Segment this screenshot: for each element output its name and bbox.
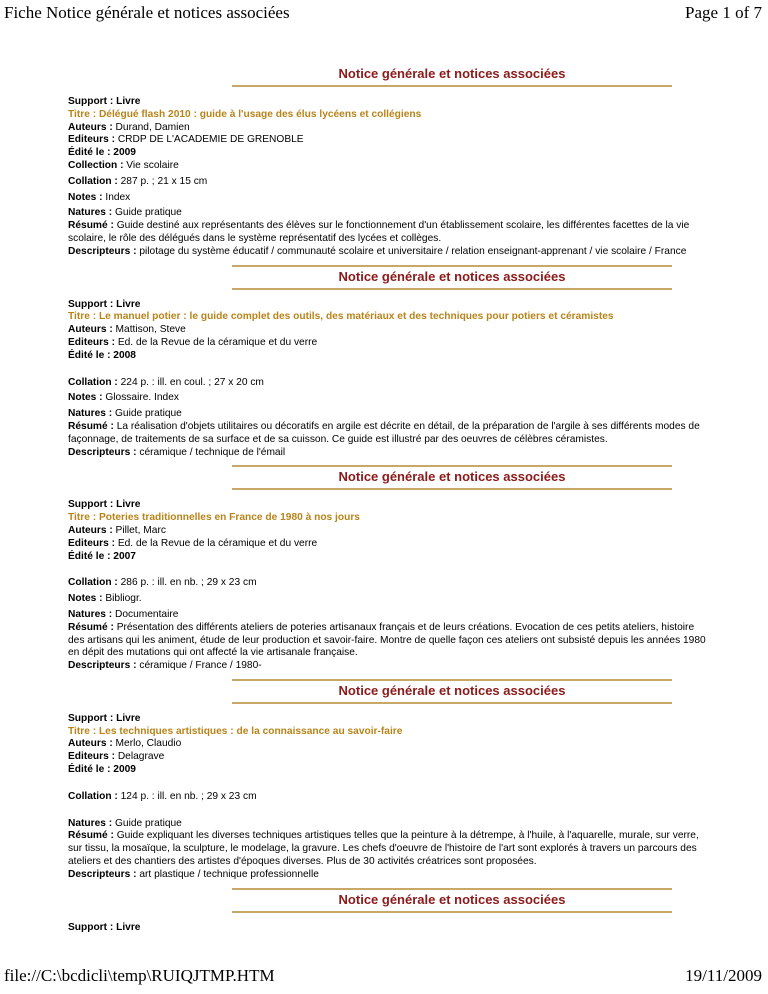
edite-line: Édité le : 2007 (68, 550, 136, 562)
print-footer (0, 966, 768, 990)
descripteurs-line: Descripteurs : céramique / technique de l'émail (68, 446, 286, 458)
natures-value: Guide pratique (115, 817, 182, 829)
edite-value: 2009 (113, 764, 136, 776)
edite-line: Édité le : 2009 (68, 147, 136, 159)
print-page-title: Fiche Notice générale et notices associées (4, 3, 290, 22)
notes-line: Notes : Bibliogr. (68, 593, 142, 605)
heading-rule (232, 679, 672, 681)
natures-value: Documentaire (115, 608, 179, 620)
support-value: Livre (116, 712, 141, 724)
notice-5 (68, 888, 708, 935)
resume-value: La réalisation d'objets utilitaires ou décoratifs en argile est décrite en détail, de la préparation de l'argile à ses différents modes de façonnage, de traitements de sa surface et de sa cuisson. Ce guide est illustré par des oeuvres de célèbres céramistes. (68, 420, 700, 445)
auteurs-line: Auteurs : Merlo, Claudio (68, 738, 182, 750)
support-line: Support : Livre (68, 499, 141, 511)
auteurs-line: Auteurs : Mattison, Steve (68, 324, 186, 336)
auteurs-value: Durand, Damien (115, 121, 190, 133)
descripteurs-value: céramique / technique de l'émail (139, 446, 286, 458)
notice-2 (68, 265, 708, 460)
notice-heading: Notice générale et notices associées (338, 469, 566, 485)
edite-value: 2009 (113, 147, 136, 159)
editeurs-line: Editeurs : Ed. de la Revue de la céramique et du verre (68, 336, 318, 348)
natures-line: Natures : Guide pratique (68, 207, 182, 219)
editeurs-value: Ed. de la Revue de la céramique et du verre (117, 537, 318, 549)
editeurs-value: Ed. de la Revue de la céramique et du verre (117, 336, 318, 348)
heading-rule (232, 288, 672, 290)
support-value: Livre (116, 96, 141, 107)
descripteurs-line: Descripteurs : céramique / France / 1980- (68, 660, 262, 672)
descripteurs-value: pilotage du système éducatif / communauté scolaire et universitaire / relation enseignant-apprenant / vie scolaire / France (139, 245, 687, 257)
editeurs-line: Editeurs : CRDP DE L'ACADEMIE DE GRENOBLE (68, 134, 304, 146)
resume-line: Résumé : La réalisation d'objets utilitaires ou décoratifs en argile est décrite en détail, de la préparation de l'argile à ses différents modes de façonnage, de traitements de sa surface et de sa cuisson. Ce guide est illustré par des oeuvres de célèbres céramistes. (68, 420, 700, 445)
notice-fields (68, 499, 708, 673)
titre-value: Les techniques artistiques : de la connaissance au savoir-faire (98, 725, 403, 737)
natures-value: Guide pratique (115, 408, 182, 420)
notes-line: Notes : Glossaire. Index (68, 392, 179, 404)
collation-line: Collation : 124 p. : ill. en nb. ; 29 x 23 cm (68, 790, 257, 802)
print-page-count: Page 1 of 7 (685, 3, 762, 22)
collation-value: 287 p. ; 21 x 15 cm (120, 175, 208, 187)
editeurs-line: Editeurs : Ed. de la Revue de la céramique et du verre (68, 537, 318, 549)
auteurs-value: Mattison, Steve (115, 324, 186, 336)
notice-fields (68, 96, 708, 259)
auteurs-value: Pillet, Marc (115, 524, 166, 536)
editeurs-value: CRDP DE L'ACADEMIE DE GRENOBLE (117, 134, 304, 146)
support-value: Livre (116, 499, 141, 511)
support-value: Livre (116, 921, 141, 933)
notice-heading: Notice générale et notices associées (338, 268, 566, 284)
resume-value: Guide destiné aux représentants des élèves sur le fonctionnement d'un établissement scolaire, les différentes facettes de la vie scolaire, le rôle des délégués dans le système représentatif des lycées et collèges. (68, 220, 690, 244)
titre-line: Titre : Le manuel potier : le guide complet des outils, des matériaux et des techniques pour potiers et céramistes (68, 311, 614, 323)
descripteurs-line: Descripteurs : art plastique / technique professionnelle (68, 868, 319, 880)
notice-3 (68, 465, 708, 673)
collection-line: Collection : Vie scolaire (68, 159, 179, 171)
editeurs-line: Editeurs : Delagrave (68, 751, 165, 763)
support-line: Support : Livre (68, 712, 141, 724)
descripteurs-line: Descripteurs : pilotage du système éducatif / communauté scolaire et universitaire / relation enseignant-apprenant / vie scolaire / France (68, 245, 687, 257)
support-line: Support : Livre (68, 921, 141, 933)
collation-value: 124 p. : ill. en nb. ; 29 x 23 cm (120, 790, 257, 802)
titre-line: Titre : Les techniques artistiques : de la connaissance au savoir-faire (68, 725, 403, 737)
notices-list (68, 64, 708, 934)
resume-line: Résumé : Présentation des différents ateliers de poteries artisanaux français et de leurs créations. Evocation de ces petits ateliers, histoire des artisans qui les animent, étude de leur production et savoir-faire. Montre de quelle façon ces ateliers ont subsisté depuis les années 1980 en dépit des mutations qui ont affecté la vie artisanale française. (68, 621, 706, 659)
titre-value: Délégué flash 2010 : guide à l'usage des élus lycéens et collégiens (98, 108, 422, 120)
notice-4 (68, 679, 708, 882)
notice-heading: Notice générale et notices associées (338, 891, 566, 907)
natures-line: Natures : Guide pratique (68, 408, 182, 420)
titre-line: Titre : Poteries traditionnelles en France de 1980 à nos jours (68, 512, 360, 524)
notes-value: Glossaire. Index (105, 392, 179, 404)
edite-line: Édité le : 2008 (68, 349, 136, 361)
support-line: Support : Livre (68, 96, 141, 107)
descripteurs-value: céramique / France / 1980- (139, 660, 262, 672)
edite-value: 2007 (113, 550, 136, 562)
natures-value: Guide pratique (115, 207, 182, 219)
titre-value: Le manuel potier : le guide complet des outils, des matériaux et des techniques pour potiers et céramistes (98, 311, 614, 323)
titre-value: Poteries traditionnelles en France de 1980 à nos jours (98, 512, 360, 524)
titre-line: Titre : Délégué flash 2010 : guide à l'usage des élus lycéens et collégiens (68, 108, 422, 120)
notice-1 (68, 66, 708, 259)
heading-rule (232, 911, 672, 913)
auteurs-line: Auteurs : Durand, Damien (68, 121, 190, 133)
heading-rule (232, 702, 672, 704)
notice-fields (68, 299, 708, 460)
descripteurs-value: art plastique / technique professionnelle (139, 868, 319, 880)
collation-value: 286 p. : ill. en nb. ; 29 x 23 cm (120, 577, 257, 589)
resume-line: Résumé : Guide expliquant les diverses techniques artistiques telles que la peinture à la détrempe, à l'huile, à l'aquarelle, murale, sur verre, sur tissu, la mosaïque, la sculpture, le modelage, la gravure. Les chefs d'oeuvre de l'histoire de l'art sont explorés à travers un parcours des ateliers et des chantiers des artistes d'époques diverses. Plus de 30 activités créatrices sont proposées. (68, 830, 699, 868)
edite-value: 2008 (113, 349, 136, 361)
collation-line: Collation : 286 p. : ill. en nb. ; 29 x 23 cm (68, 577, 257, 589)
notes-line: Notes : Index (68, 191, 131, 203)
editeurs-value: Delagrave (117, 751, 165, 763)
notes-value: Index (105, 191, 131, 203)
edite-line: Édité le : 2009 (68, 764, 136, 776)
heading-rule (232, 465, 672, 467)
resume-line: Résumé : Guide destiné aux représentants des élèves sur le fonctionnement d'un établissement scolaire, les différentes facettes de la vie scolaire, le rôle des délégués dans le système représentatif des lycées et collèges. (68, 220, 690, 244)
auteurs-line: Auteurs : Pillet, Marc (68, 524, 166, 536)
heading-rule (232, 265, 672, 267)
print-file-path: file://C:\bcdicli\temp\RUIQJTMP.HTM (4, 966, 275, 985)
notice-fields (68, 713, 708, 882)
heading-rule (232, 488, 672, 490)
support-line: Support : Livre (68, 298, 141, 310)
natures-line: Natures : Guide pratique (68, 817, 182, 829)
notice-fields (68, 922, 708, 935)
resume-value: Présentation des différents ateliers de poteries artisanaux français et de leurs créations. Evocation de ces petits ateliers, histoire des artisans qui les animent, étude de leur production et savoir-faire. Montre de quelle façon ces ateliers ont subsisté depuis les années 1980 en dépit des mutations qui ont affecté la vie artisanale française. (68, 621, 706, 659)
natures-line: Natures : Documentaire (68, 608, 179, 620)
support-value: Livre (116, 298, 141, 310)
collation-value: 224 p. : ill. en coul. ; 27 x 20 cm (120, 376, 264, 388)
notes-value: Bibliogr. (105, 593, 142, 605)
notice-heading: Notice générale et notices associées (338, 66, 566, 81)
heading-rule (232, 85, 672, 87)
print-header (0, 3, 768, 27)
resume-value: Guide expliquant les diverses techniques artistiques telles que la peinture à la détrempe, à l'huile, à l'aquarelle, murale, sur verre, sur tissu, la mosaïque, la sculpture, le modelage, la gravure. Les chefs d'oeuvre de l'histoire de l'art sont explorés à travers un parcours des ateliers et des chantiers des artistes d'époques diverses. Plus de 30 activités créatrices sont proposées. (68, 830, 699, 868)
auteurs-value: Merlo, Claudio (115, 738, 182, 750)
collection-value: Vie scolaire (126, 159, 179, 171)
notice-heading: Notice générale et notices associées (338, 682, 566, 698)
heading-rule (232, 888, 672, 890)
collation-line: Collation : 287 p. ; 21 x 15 cm (68, 175, 208, 187)
collation-line: Collation : 224 p. : ill. en coul. ; 27 x 20 cm (68, 376, 264, 388)
print-date: 19/11/2009 (685, 966, 762, 985)
